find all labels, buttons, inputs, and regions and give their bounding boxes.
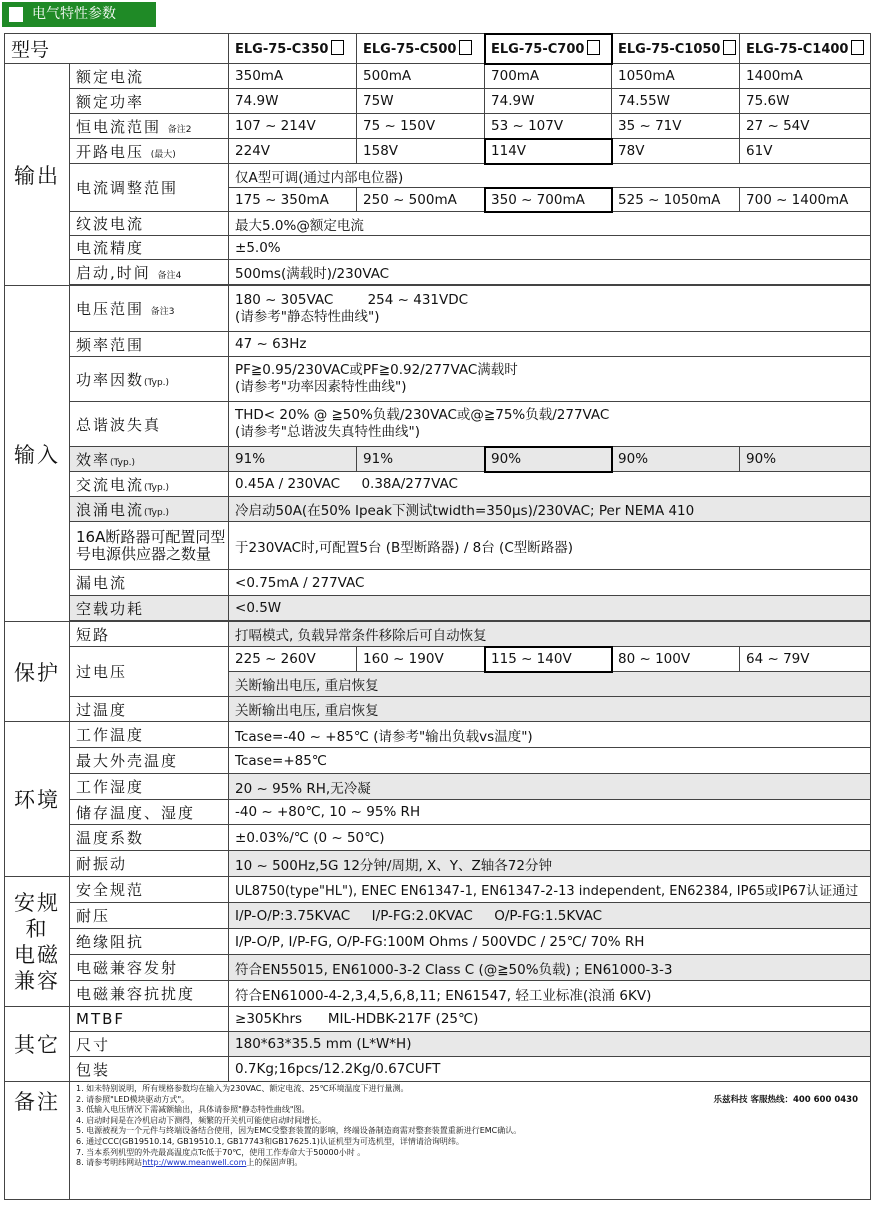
label: 16A断路器可配置同型 号电源供应器之数量 xyxy=(70,522,229,570)
checkbox-icon[interactable] xyxy=(851,40,864,55)
value: 78V xyxy=(612,139,740,164)
row-humidity xyxy=(5,774,871,800)
value: 符合EN55015, EN61000-3-2 Class C (@≧50%负载) ; EN61000-3-3 xyxy=(229,955,871,981)
label: 最大外壳温度 xyxy=(70,748,229,774)
label: 电流精度 xyxy=(70,236,229,260)
model-label: 型号 xyxy=(5,34,229,64)
value: 350 ~ 700mA xyxy=(485,188,612,212)
value: THD< 20% @ ≧50%负载/230VAC或@≧75%负载/277VAC (请参考"总谐波失真特性曲线") xyxy=(229,402,871,447)
note-item: 7. 当本系列机型的外壳最高温度点Tc低于70℃，使用工作寿命大于50000小时 。 xyxy=(76,1147,366,1157)
row-rated-current xyxy=(5,64,871,89)
label: 频率范围 xyxy=(70,332,229,357)
group-safety-emc: 安规 和 电磁 兼容 xyxy=(5,877,70,1007)
label: 空载功耗 xyxy=(70,596,229,621)
value: 160 ~ 190V xyxy=(357,647,485,672)
value: 仅A型可调(通过内部电位器) xyxy=(229,164,871,188)
label: 恒电流范围 备注2 xyxy=(70,114,229,139)
group-notes: 备注 xyxy=(5,1082,70,1200)
value: 115 ~ 140V xyxy=(485,647,612,672)
value: 224V xyxy=(229,139,357,164)
value: PF≧0.95/230VAC或PF≧0.92/277VAC满载时 (请参考"功率因素特性曲线") xyxy=(229,357,871,402)
row-adj-range-desc xyxy=(5,164,871,188)
row-efficiency xyxy=(5,447,871,472)
value: 180*63*35.5 mm (L*W*H) xyxy=(229,1032,871,1057)
value: 关断输出电压, 重启恢复 xyxy=(229,697,871,722)
row-mtbf xyxy=(5,1007,871,1032)
label: 纹波电流 xyxy=(70,212,229,236)
label: 电流调整范围 xyxy=(70,164,229,212)
meanwell-link[interactable]: http://www.meanwell.com xyxy=(142,1158,247,1168)
value: 1400mA xyxy=(740,64,871,89)
value: 47 ~ 63Hz xyxy=(229,332,871,357)
label: 交流电流(Typ.) xyxy=(70,472,229,497)
note-item: 4. 启动时间是在冷机启动下测得，频繁的开关机可能使启动时间增长。 xyxy=(76,1115,327,1125)
row-over-temp xyxy=(5,697,871,722)
value: 20 ~ 95% RH,无冷凝 xyxy=(229,774,871,800)
label: 电磁兼容发射 xyxy=(70,955,229,981)
value: 74.55W xyxy=(612,89,740,114)
value: 90% xyxy=(485,447,612,472)
row-emc-immunity xyxy=(5,981,871,1007)
label: 过温度 xyxy=(70,697,229,722)
value: 91% xyxy=(229,447,357,472)
value: 500mA xyxy=(357,64,485,89)
value: 80 ~ 100V xyxy=(612,647,740,672)
row-isolation xyxy=(5,929,871,955)
group-protection: 保护 xyxy=(5,622,70,722)
model-name-highlight: ELG-75-C700 xyxy=(485,34,612,64)
value: 74.9W xyxy=(485,89,612,114)
row-max-case xyxy=(5,748,871,774)
row-voltage xyxy=(5,286,871,332)
row-emc-emission xyxy=(5,955,871,981)
row-vibration xyxy=(5,851,871,877)
value: 关断输出电压, 重启恢复 xyxy=(229,672,871,697)
row-tolerance xyxy=(5,236,871,260)
value: I/P-O/P:3.75KVAC I/P-FG:2.0KVAC O/P-FG:1.5KVAC xyxy=(229,903,871,929)
label: 耐压 xyxy=(70,903,229,929)
value: 525 ~ 1050mA xyxy=(612,188,740,212)
row-cc-range xyxy=(5,114,871,139)
value: 175 ~ 350mA xyxy=(229,188,357,212)
label: 耐振动 xyxy=(70,851,229,877)
section-title: 电气特性参数 xyxy=(32,6,116,22)
value: 74.9W xyxy=(229,89,357,114)
spec-table xyxy=(4,33,871,1200)
hotline: 乐兹科技 客服热线：400 600 0430 xyxy=(713,1095,859,1105)
label: 电磁兼容抗扰度 xyxy=(70,981,229,1007)
row-dimension xyxy=(5,1032,871,1057)
value: 打嗝模式, 负载异常条件移除后可自动恢复 xyxy=(229,622,871,647)
value: 350mA xyxy=(229,64,357,89)
note-item: 1. 如未特别说明，所有规格参数均在输入为230VAC、额定电流、25℃环境温度下进行量测。 xyxy=(76,1084,409,1093)
row-working-temp xyxy=(5,722,871,748)
row-inrush xyxy=(5,497,871,522)
value: 于230VAC时,可配置5台 (B型断路器) / 8台 (C型断路器) xyxy=(229,522,871,570)
row-withstand xyxy=(5,903,871,929)
note-item: 5. 电源被视为一个元件与终端设备结合使用，因为EMC受整套装置的影响，终端设备制造商需对整套装置重新进行EMC确认。 xyxy=(76,1126,522,1136)
value: 225 ~ 260V xyxy=(229,647,357,672)
row-ac-current xyxy=(5,472,871,497)
label: 尺寸 xyxy=(70,1032,229,1057)
value: 75W xyxy=(357,89,485,114)
value: 158V xyxy=(357,139,485,164)
value: 35 ~ 71V xyxy=(612,114,740,139)
row-pf xyxy=(5,357,871,402)
label: 工作湿度 xyxy=(70,774,229,800)
value: 700 ~ 1400mA xyxy=(740,188,871,212)
label: 温度系数 xyxy=(70,825,229,851)
label: 功率因数(Typ.) xyxy=(70,357,229,402)
value: 500ms(满载时)/230VAC xyxy=(229,260,871,285)
model-name: ELG-75-C350 xyxy=(229,34,357,64)
value: <0.75mA / 277VAC xyxy=(229,570,871,596)
value: UL8750(type"HL"), ENEC EN61347-1, EN61347-2-13 independent, EN62384, IP65或IP67认证通过 xyxy=(229,877,871,903)
value: -40 ~ +80℃, 10 ~ 95% RH xyxy=(229,800,871,825)
value: <0.5W xyxy=(229,596,871,621)
label: 开路电压 (最大) xyxy=(70,139,229,164)
model-name: ELG-75-C1400 xyxy=(740,34,871,64)
label: 浪涌电流(Typ.) xyxy=(70,497,229,522)
value: 61V xyxy=(740,139,871,164)
value: 75.6W xyxy=(740,89,871,114)
value: 64 ~ 79V xyxy=(740,647,871,672)
value: 冷启动50A(在50% Ipeak下测试twidth=350µs)/230VAC; Per NEMA 410 xyxy=(229,497,871,522)
row-thd xyxy=(5,402,871,447)
value: Tcase=+85℃ xyxy=(229,748,871,774)
section-header xyxy=(2,2,156,27)
value: 114V xyxy=(485,139,612,164)
value: ±0.03%/℃ (0 ~ 50℃) xyxy=(229,825,871,851)
row-open-voltage xyxy=(5,139,871,164)
model-name: ELG-75-C500 xyxy=(357,34,485,64)
checkbox-icon[interactable] xyxy=(723,40,736,55)
value: ±5.0% xyxy=(229,236,871,260)
row-leakage xyxy=(5,570,871,596)
row-ripple xyxy=(5,212,871,236)
row-setup xyxy=(5,260,871,285)
group-input: 输入 xyxy=(5,286,70,622)
label: 启动,时间 备注4 xyxy=(70,260,229,285)
label: 电压范围 备注3 xyxy=(70,286,229,332)
label: 效率(Typ.) xyxy=(70,447,229,472)
label: 额定电流 xyxy=(70,64,229,89)
label: 漏电流 xyxy=(70,570,229,596)
label: 绝缘阻抗 xyxy=(70,929,229,955)
value: 107 ~ 214V xyxy=(229,114,357,139)
value: 180 ~ 305VAC 254 ~ 431VDC (请参考"静态特性曲线") xyxy=(229,286,871,332)
value: 90% xyxy=(740,447,871,472)
row-temp-coeff xyxy=(5,825,871,851)
value: I/P-O/P, I/P-FG, O/P-FG:100M Ohms / 500VDC / 25℃/ 70% RH xyxy=(229,929,871,955)
label: MTBF xyxy=(70,1007,229,1032)
model-row xyxy=(5,34,871,64)
row-breaker xyxy=(5,522,871,570)
row-over-voltage xyxy=(5,647,871,672)
value: 700mA xyxy=(485,64,612,89)
note-item: 6. 通过CCC(GB19510.14, GB19510.1, GB17743和GB17625.1)认证机型为可选机型，详情请洽询明纬。 xyxy=(76,1136,464,1146)
value: 10 ~ 500Hz,5G 12分钟/周期, X、Y、Z轴各72分钟 xyxy=(229,851,871,877)
value: 75 ~ 150V xyxy=(357,114,485,139)
note-item: 2. 请参照"LED模块驱动方式"。 xyxy=(76,1094,190,1104)
value: Tcase=-40 ~ +85℃ (请参考"输出负载vs温度") xyxy=(229,722,871,748)
row-packing xyxy=(5,1057,871,1082)
label: 包装 xyxy=(70,1057,229,1082)
header-square-icon xyxy=(9,7,23,22)
value: 90% xyxy=(612,447,740,472)
row-frequency xyxy=(5,332,871,357)
value: 符合EN61000-4-2,3,4,5,6,8,11; EN61547, 轻工业标准(浪涌 6KV) xyxy=(229,981,871,1007)
value: 27 ~ 54V xyxy=(740,114,871,139)
row-standards xyxy=(5,877,871,903)
group-environment: 环境 xyxy=(5,722,70,877)
label: 工作温度 xyxy=(70,722,229,748)
value: ≥305Khrs MIL-HDBK-217F (25℃) xyxy=(229,1007,871,1032)
checkbox-icon[interactable] xyxy=(587,40,600,55)
row-short xyxy=(5,622,871,647)
value: 53 ~ 107V xyxy=(485,114,612,139)
group-others: 其它 xyxy=(5,1007,70,1082)
label: 短路 xyxy=(70,622,229,647)
value: 1050mA xyxy=(612,64,740,89)
row-storage xyxy=(5,800,871,825)
value: 最大5.0%@额定电流 xyxy=(229,212,871,236)
notes-content xyxy=(70,1082,871,1200)
value: 0.45A / 230VAC 0.38A/277VAC xyxy=(229,472,871,497)
model-name: ELG-75-C1050 xyxy=(612,34,740,64)
value: 91% xyxy=(357,447,485,472)
row-rated-power xyxy=(5,89,871,114)
label: 总谐波失真 xyxy=(70,402,229,447)
group-output: 输出 xyxy=(5,64,70,286)
value: 250 ~ 500mA xyxy=(357,188,485,212)
label: 过电压 xyxy=(70,647,229,697)
note-item: 8. 请参考明纬网站http://www.meanwell.com上的保固声明。 xyxy=(76,1158,303,1168)
value: 0.7Kg;16pcs/12.2Kg/0.67CUFT xyxy=(229,1057,871,1082)
row-no-load xyxy=(5,596,871,621)
checkbox-icon[interactable] xyxy=(331,40,344,55)
label: 储存温度、湿度 xyxy=(70,800,229,825)
label: 额定功率 xyxy=(70,89,229,114)
row-notes xyxy=(5,1082,871,1200)
checkbox-icon[interactable] xyxy=(459,40,472,55)
note-item: 3. 低输入电压情况下需减额输出，具体请参照"静态特性曲线"图。 xyxy=(76,1105,310,1115)
label: 安全规范 xyxy=(70,877,229,903)
